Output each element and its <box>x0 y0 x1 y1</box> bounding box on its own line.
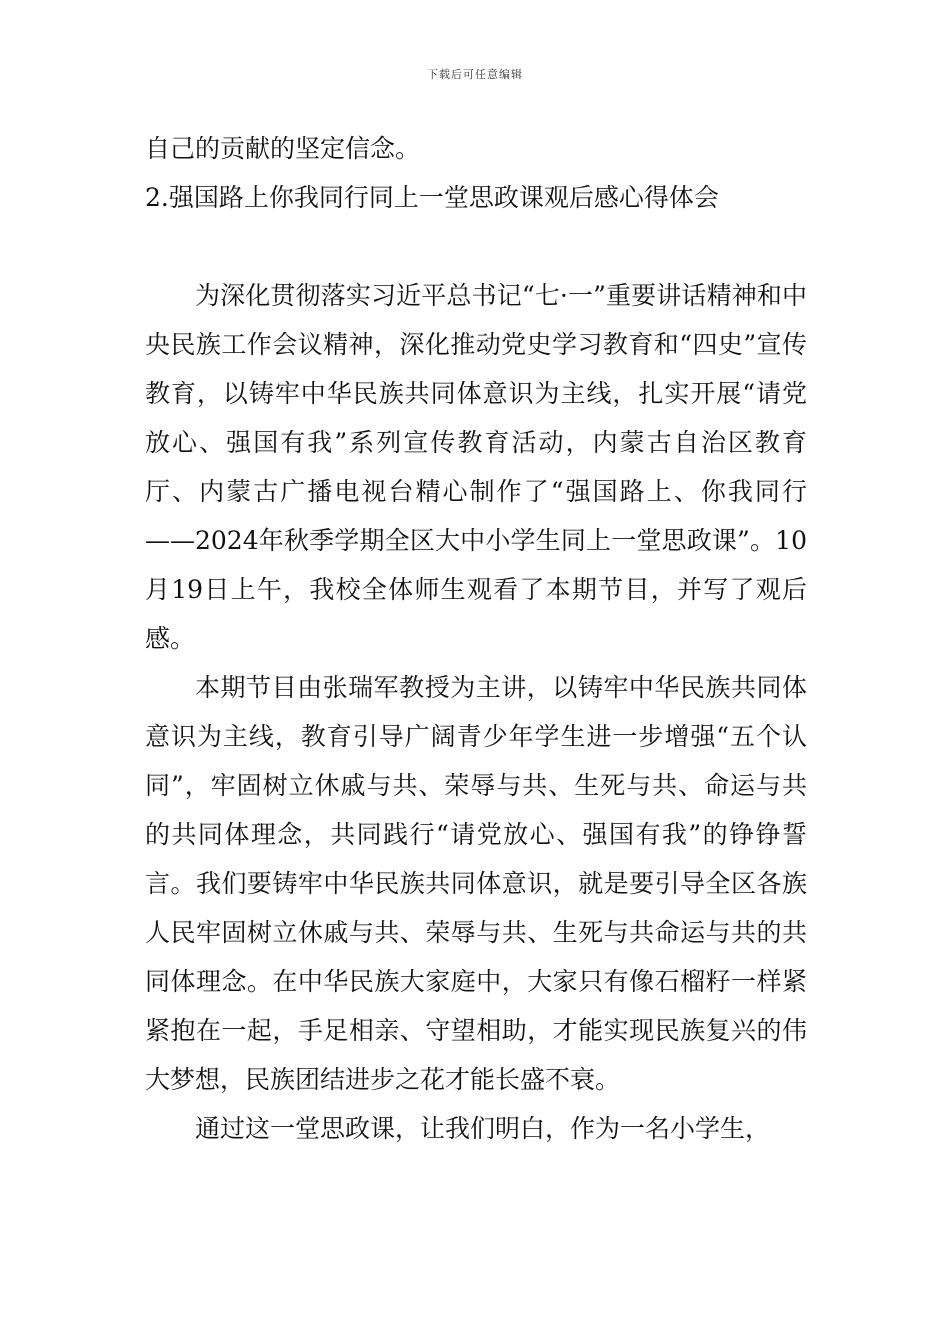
document-body <box>145 124 807 1153</box>
paragraph-3: 通过这一堂思政课，让我们明白，作为一名小学生， <box>195 1114 771 1143</box>
continuation-text: 自己的贡献的坚定信念。 <box>145 134 421 163</box>
section-title: 2.强国路上你我同行同上一堂思政课观后感心得体会 <box>145 183 719 212</box>
paragraph-1: 为深化贯彻落实习近平总书记“七·一”重要讲话精神和中央民族工作会议精神，深化推动党史学习教育和“四史”宣传教育，以铸牢中华民族共同体意识为主线，扎实开展“请党放心、强国有我”系列宣传教育活动，内蒙古自治区教育厅、内蒙古广播电视台精心制作了“强国路上、你我同行——2024年秋季学期全区大中小学生同上一堂思政课”。10月19日上午，我校全体师生观看了本期节目，并写了观后感。 <box>145 281 807 653</box>
paragraph-2: 本期节目由张瑞军教授为主讲，以铸牢中华民族共同体意识为主线，教育引导广阔青少年学生进一步增强“五个认同”，牢固树立休戚与共、荣辱与共、生死与共、命运与共的共同体理念，共同践行“请党放心、强国有我”的铮铮誓言。我们要铸牢中华民族共同体意识，就是要引导全区各族人民牢固树立休戚与共、荣辱与共、生死与共命运与共的共同体理念。在中华民族大家庭中，大家只有像石榴籽一样紧紧抱在一起，手足相亲、守望相助，才能实现民族复兴的伟大梦想，民族团结进步之花才能长盛不衰。 <box>145 673 807 1094</box>
page-header-note: 下载后可任意编辑 <box>427 68 523 81</box>
